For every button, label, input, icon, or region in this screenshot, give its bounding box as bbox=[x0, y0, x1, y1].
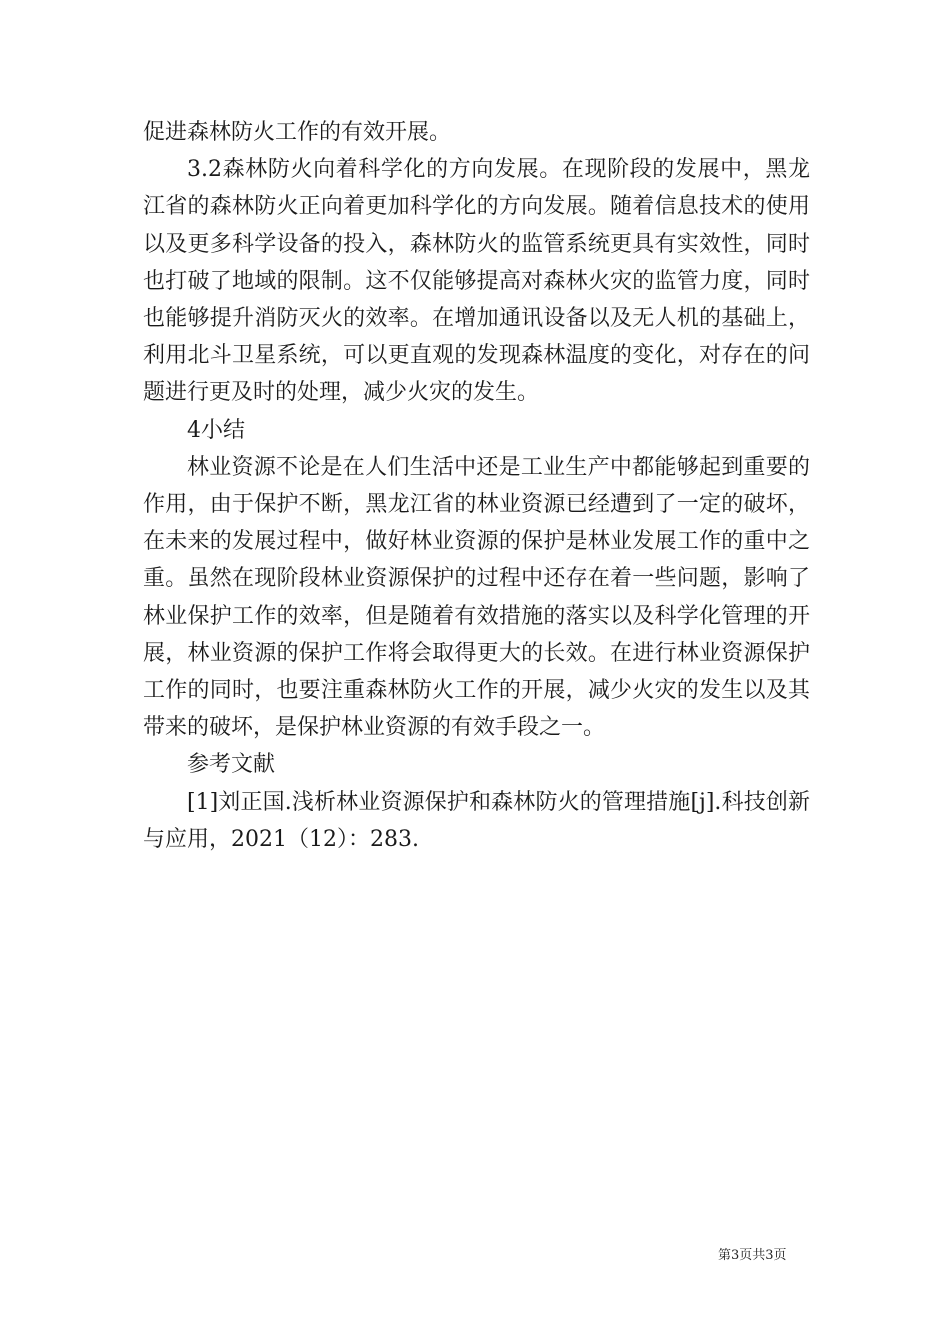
document-page bbox=[143, 114, 810, 858]
paragraph-continuation: 促进森林防火工作的有效开展。 bbox=[143, 120, 452, 145]
page-number-footer: 第3页共3页 bbox=[718, 1248, 787, 1263]
paragraph-section-3-2: 3.2森林防火向着科学化的方向发展。在现阶段的发展中，黑龙江省的森林防火正向着更加科学化的方向发展。随着信息技术的使用以及更多科学设备的投入，森林防火的监管系统更具有实效性，同时也打破了地域的限制。这不仅能够提高对森林火灾的监管力度，同时也能够提升消防灭火的效率。在增加通讯设备以及无人机的基础上，利用北斗卫星系统，可以更直观的发现森林温度的变化，对存在的问题进行更及时的处理，减少火灾的发生。 bbox=[143, 157, 810, 406]
paragraph-summary: 林业资源不论是在人们生活中还是工业生产中都能够起到重要的作用，由于保护不断，黑龙江省的林业资源已经遭到了一定的破坏，在未来的发展过程中，做好林业资源的保护是林业发展工作的重中之重。虽然在现阶段林业资源保护的过程中还存在着一些问题，影响了林业保护工作的效率，但是随着有效措施的落实以及科学化管理的开展，林业资源的保护工作将会取得更大的长效。在进行林业资源保护工作的同时，也要注重森林防火工作的开展，减少火灾的发生以及其带来的破坏，是保护林业资源的有效手段之一。 bbox=[143, 454, 810, 741]
references-heading: 参考文献 bbox=[187, 752, 276, 778]
reference-item-1: [1]刘正国.浅析林业资源保护和森林防火的管理措施[j].科技创新与应用，2021（12）：283. bbox=[143, 789, 810, 852]
section-heading-4: 4小结 bbox=[187, 417, 245, 443]
